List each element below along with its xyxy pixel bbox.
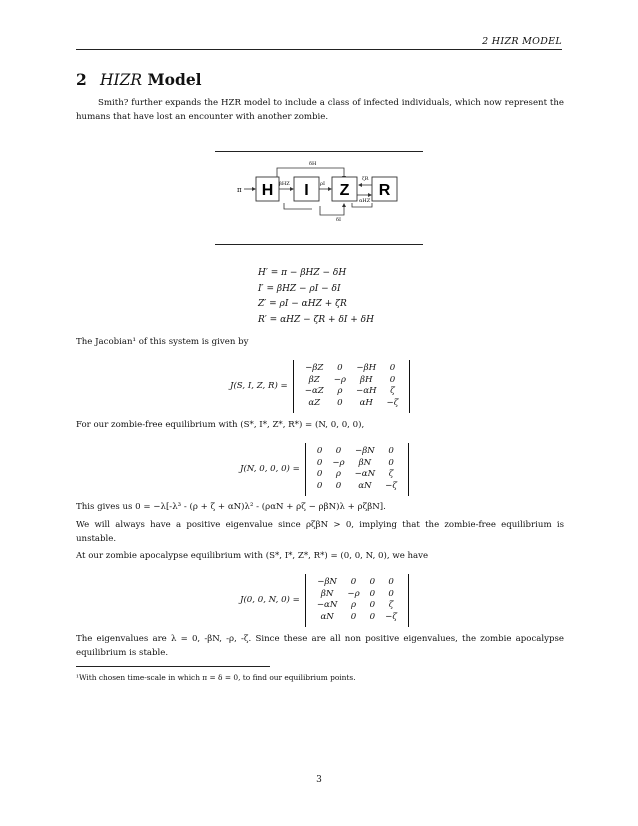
matrix-cell: −αZ — [304, 386, 324, 397]
flow-di-path — [320, 205, 344, 215]
header-rule — [76, 49, 562, 50]
flow-label-ahz: αHZ — [359, 198, 371, 204]
matrix-cell: βZ — [308, 374, 320, 385]
zombie-free-equation — [240, 443, 409, 496]
jacobian-matrix — [293, 360, 411, 413]
matrix-cell: −αN — [316, 600, 338, 611]
ode-r: R′ = αHZ − ζR + δI + δH — [258, 314, 374, 325]
matrix-cell: ρ — [337, 386, 343, 397]
section-title-italic: HIZR — [100, 71, 143, 89]
ode-i: I′ = βHZ − ρI − δI — [258, 283, 341, 294]
matrix-cell: 0 — [316, 457, 323, 468]
footnote: ¹With chosen time-scale in which π = δ = 0, to find our equilibrium points. — [76, 673, 356, 682]
matrix-cell: −ζ — [386, 398, 399, 409]
matrix-cell: 0 — [389, 363, 396, 373]
flow-label-ri: ρI — [320, 181, 325, 187]
node-h-label: H — [261, 182, 274, 199]
matrix-cell: −βH — [356, 363, 377, 373]
matrix-cell: βN — [358, 457, 372, 468]
jacobian-lhs: J(S, I, Z, R) = — [230, 381, 288, 392]
matrix-cell: αN — [358, 481, 372, 492]
matrix-cell: −βN — [317, 577, 337, 587]
matrix-cell: βN — [320, 588, 334, 599]
zombie-apocalypse-intro: At our zombie apocalypse equilibrium with (S*, I*, Z*, R*) = (0, 0, N, 0), we have — [76, 551, 429, 561]
matrix-cell: −αH — [356, 386, 377, 397]
node-z-label: Z — [339, 182, 350, 199]
matrix-cell: −ρ — [347, 588, 360, 599]
page-number: 3 — [316, 775, 322, 785]
flow-label-di: δI — [336, 217, 341, 223]
matrix-cell: 0 — [316, 469, 323, 480]
matrix-cell: ζ — [390, 386, 395, 397]
instability-paragraph: We will always have a positive eigenvalue since ρζβN > 0, implying that the zombie-free equilibrium is unstable. — [76, 520, 564, 544]
figure-top-rule — [215, 151, 423, 152]
matrix-cell: 0 — [388, 577, 394, 587]
matrix-cell: 0 — [316, 446, 323, 456]
matrix-cell: 0 — [337, 363, 343, 373]
matrix-cell: 0 — [388, 446, 394, 456]
matrix-cell: 0 — [335, 446, 342, 456]
flow-label-bhz: βHZ — [279, 181, 290, 187]
matrix-cell: 0 — [369, 577, 376, 587]
matrix-cell: 0 — [337, 398, 343, 409]
intro-paragraph: Smith? further expands the HZR model to include a class of infected individuals, which now represent the humans that have lost an encounter with another zombie. — [76, 98, 564, 122]
matrix-cell: βH — [360, 374, 373, 385]
matrix-cell: −βN — [355, 446, 375, 456]
matrix-cell: ζ — [388, 600, 394, 611]
inflow-label: π — [237, 186, 242, 194]
matrix-cell: −ζ — [385, 481, 397, 492]
zombie-apocalypse-equation — [240, 574, 409, 627]
matrix-cell: ρ — [350, 600, 357, 611]
matrix-cell: ρ — [335, 469, 341, 480]
ode-h: H′ = π − βHZ − δH — [258, 268, 347, 278]
matrix-cell: −ρ — [333, 374, 346, 385]
zombie-apocalypse-lhs: J(0, 0, N, 0) = — [240, 595, 300, 606]
matrix-cell: ζ — [388, 469, 394, 480]
matrix-cell: 0 — [335, 481, 342, 492]
matrix-cell: 0 — [369, 588, 376, 599]
matrix-cell: 0 — [389, 374, 396, 385]
matrix-cell: αH — [359, 398, 373, 409]
jacobian-equation — [230, 360, 410, 413]
section-number: 2 — [76, 70, 87, 89]
matrix-cell: 0 — [316, 481, 323, 492]
jacobian-intro: The Jacobian¹ of this system is given by — [76, 337, 249, 347]
matrix-cell: −ζ — [385, 612, 397, 623]
matrix-cell: 0 — [388, 457, 394, 468]
matrix-cell: 0 — [369, 600, 376, 611]
zombie-free-intro: For our zombie-free equilibrium with (S*, I*, Z*, R*) = (N, 0, 0, 0), — [76, 420, 365, 430]
matrix-cell: 0 — [350, 612, 357, 623]
section-title-rest: Model — [142, 70, 202, 89]
flow-label-dh: δH — [309, 161, 317, 167]
matrix-cell: −ρ — [332, 457, 345, 468]
stability-conclusion: The eigenvalues are λ = 0, -βN, -ρ, -ζ. Since these are all non positive eigenvalues, the zombie apocalypse equilibrium is stable. — [76, 634, 564, 658]
matrix-cell: αZ — [308, 398, 321, 409]
flow-label-zr: ζR — [362, 176, 369, 182]
figure-bottom-rule — [215, 244, 423, 245]
node-r-label: R — [378, 182, 391, 199]
zombie-free-lhs: J(N, 0, 0, 0) = — [240, 464, 300, 475]
node-i-label: I — [304, 182, 309, 199]
zombie-free-matrix — [305, 443, 409, 496]
matrix-cell: αN — [320, 612, 334, 623]
matrix-cell: −αN — [354, 469, 376, 480]
matrix-cell: 0 — [369, 612, 376, 623]
ode-system — [258, 266, 374, 328]
matrix-cell: 0 — [350, 577, 357, 587]
matrix-cell: −βZ — [305, 363, 324, 373]
zombie-apocalypse-matrix — [305, 574, 409, 627]
running-head: 2 HIZR MODEL — [482, 36, 562, 47]
hizr-compartment-diagram — [232, 155, 402, 223]
section-title — [76, 70, 202, 89]
characteristic-polynomial: This gives us 0 = −λ[-λ³ - (ρ + ζ + αN)λ² - (ραN + ρζ − ρβN)λ + ρζβN]. — [76, 502, 386, 512]
matrix-cell: 0 — [388, 588, 394, 599]
footnote-rule — [76, 666, 270, 667]
ode-z: Z′ = ρI − αHZ + ζR — [258, 299, 347, 310]
